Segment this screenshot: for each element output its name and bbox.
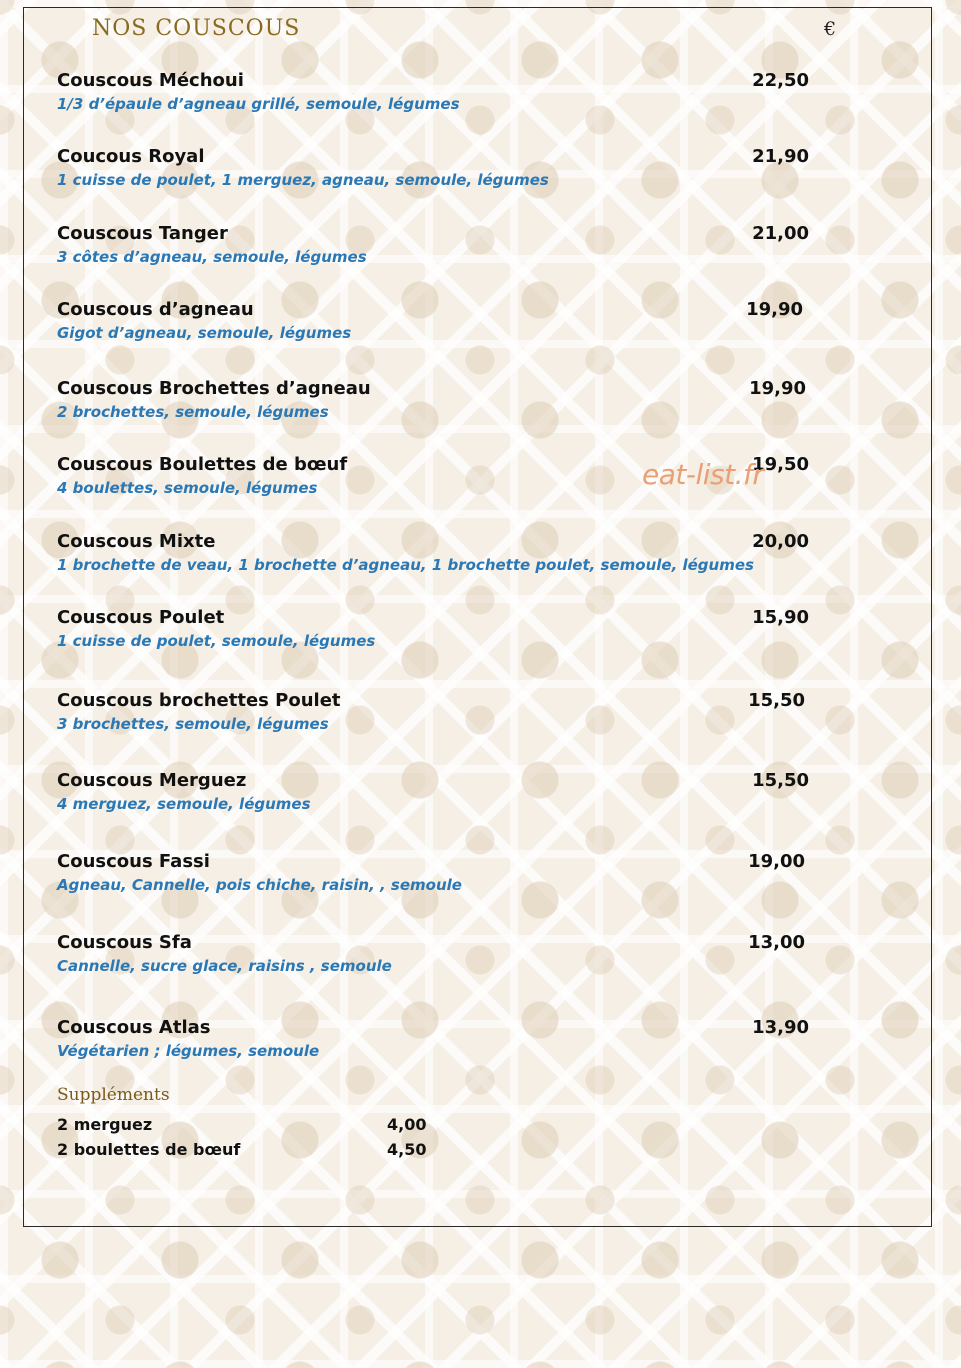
menu-item bbox=[57, 378, 817, 438]
item-price: 22,50 bbox=[752, 70, 809, 91]
supplement-name: 2 merguez bbox=[57, 1115, 153, 1134]
item-description: 4 boulettes, semoule, légumes bbox=[57, 479, 318, 497]
menu-item bbox=[57, 146, 817, 206]
item-description: 1 cuisse de poulet, semoule, légumes bbox=[57, 632, 376, 650]
section-title: NOS COUSCOUS bbox=[92, 16, 301, 41]
supplement-row bbox=[57, 1140, 427, 1162]
item-price: 21,00 bbox=[752, 223, 809, 244]
menu-item bbox=[57, 299, 817, 359]
item-description: 1 cuisse de poulet, 1 merguez, agneau, semoule, légumes bbox=[57, 171, 549, 189]
item-name: Couscous Boulettes de bœuf bbox=[57, 454, 348, 475]
item-description: Gigot d’agneau, semoule, légumes bbox=[57, 324, 352, 342]
supplements-title: Suppléments bbox=[57, 1085, 170, 1105]
item-price: 21,90 bbox=[752, 146, 809, 167]
item-price: 15,50 bbox=[748, 690, 805, 711]
item-price: 19,90 bbox=[746, 299, 803, 320]
watermark: eat-list.fr bbox=[642, 458, 764, 491]
item-description: 3 côtes d’agneau, semoule, légumes bbox=[57, 248, 367, 266]
supplement-price: 4,50 bbox=[387, 1140, 427, 1159]
item-price: 20,00 bbox=[752, 531, 809, 552]
item-price: 13,90 bbox=[752, 1017, 809, 1038]
currency-symbol: € bbox=[824, 18, 837, 40]
item-price: 15,50 bbox=[752, 770, 809, 791]
menu-item bbox=[57, 932, 817, 992]
supplement-name: 2 boulettes de bœuf bbox=[57, 1140, 241, 1159]
menu-item bbox=[57, 223, 817, 283]
item-name: Couscous Poulet bbox=[57, 607, 225, 628]
item-description: Cannelle, sucre glace, raisins , semoule bbox=[57, 957, 392, 975]
item-description: 3 brochettes, semoule, légumes bbox=[57, 715, 329, 733]
item-name: Couscous Brochettes d’agneau bbox=[57, 378, 371, 399]
item-name: Couscous Tanger bbox=[57, 223, 228, 244]
item-price: 19,50 bbox=[752, 454, 809, 475]
menu-item bbox=[57, 1017, 817, 1077]
item-description: 1 brochette de veau, 1 brochette d’agneau, 1 brochette poulet, semoule, légumes bbox=[57, 556, 754, 574]
item-price: 15,90 bbox=[752, 607, 809, 628]
item-name: Couscous brochettes Poulet bbox=[57, 690, 341, 711]
menu-item bbox=[57, 851, 817, 911]
item-description: Végétarien ; légumes, semoule bbox=[57, 1042, 320, 1060]
supplement-row bbox=[57, 1115, 427, 1137]
item-name: Couscous Mixte bbox=[57, 531, 216, 552]
item-price: 13,00 bbox=[748, 932, 805, 953]
item-price: 19,00 bbox=[748, 851, 805, 872]
menu-item bbox=[57, 70, 817, 130]
menu-item bbox=[57, 770, 817, 830]
item-name: Couscous Merguez bbox=[57, 770, 247, 791]
item-name: Couscous Atlas bbox=[57, 1017, 211, 1038]
item-name: Couscous Fassi bbox=[57, 851, 210, 872]
item-description: 4 merguez, semoule, légumes bbox=[57, 795, 311, 813]
item-name: Couscous Sfa bbox=[57, 932, 192, 953]
item-description: 1/3 d’épaule d’agneau grillé, semoule, légumes bbox=[57, 95, 460, 113]
menu-item bbox=[57, 607, 817, 667]
item-description: 2 brochettes, semoule, légumes bbox=[57, 403, 329, 421]
menu-item bbox=[57, 531, 817, 591]
item-price: 19,90 bbox=[749, 378, 806, 399]
menu-item bbox=[57, 690, 817, 750]
item-description: Agneau, Cannelle, pois chiche, raisin, , semoule bbox=[57, 876, 462, 894]
item-name: Couscous d’agneau bbox=[57, 299, 254, 320]
item-name: Couscous Méchoui bbox=[57, 70, 244, 91]
supplement-price: 4,00 bbox=[387, 1115, 427, 1134]
item-name: Coucous Royal bbox=[57, 146, 205, 167]
